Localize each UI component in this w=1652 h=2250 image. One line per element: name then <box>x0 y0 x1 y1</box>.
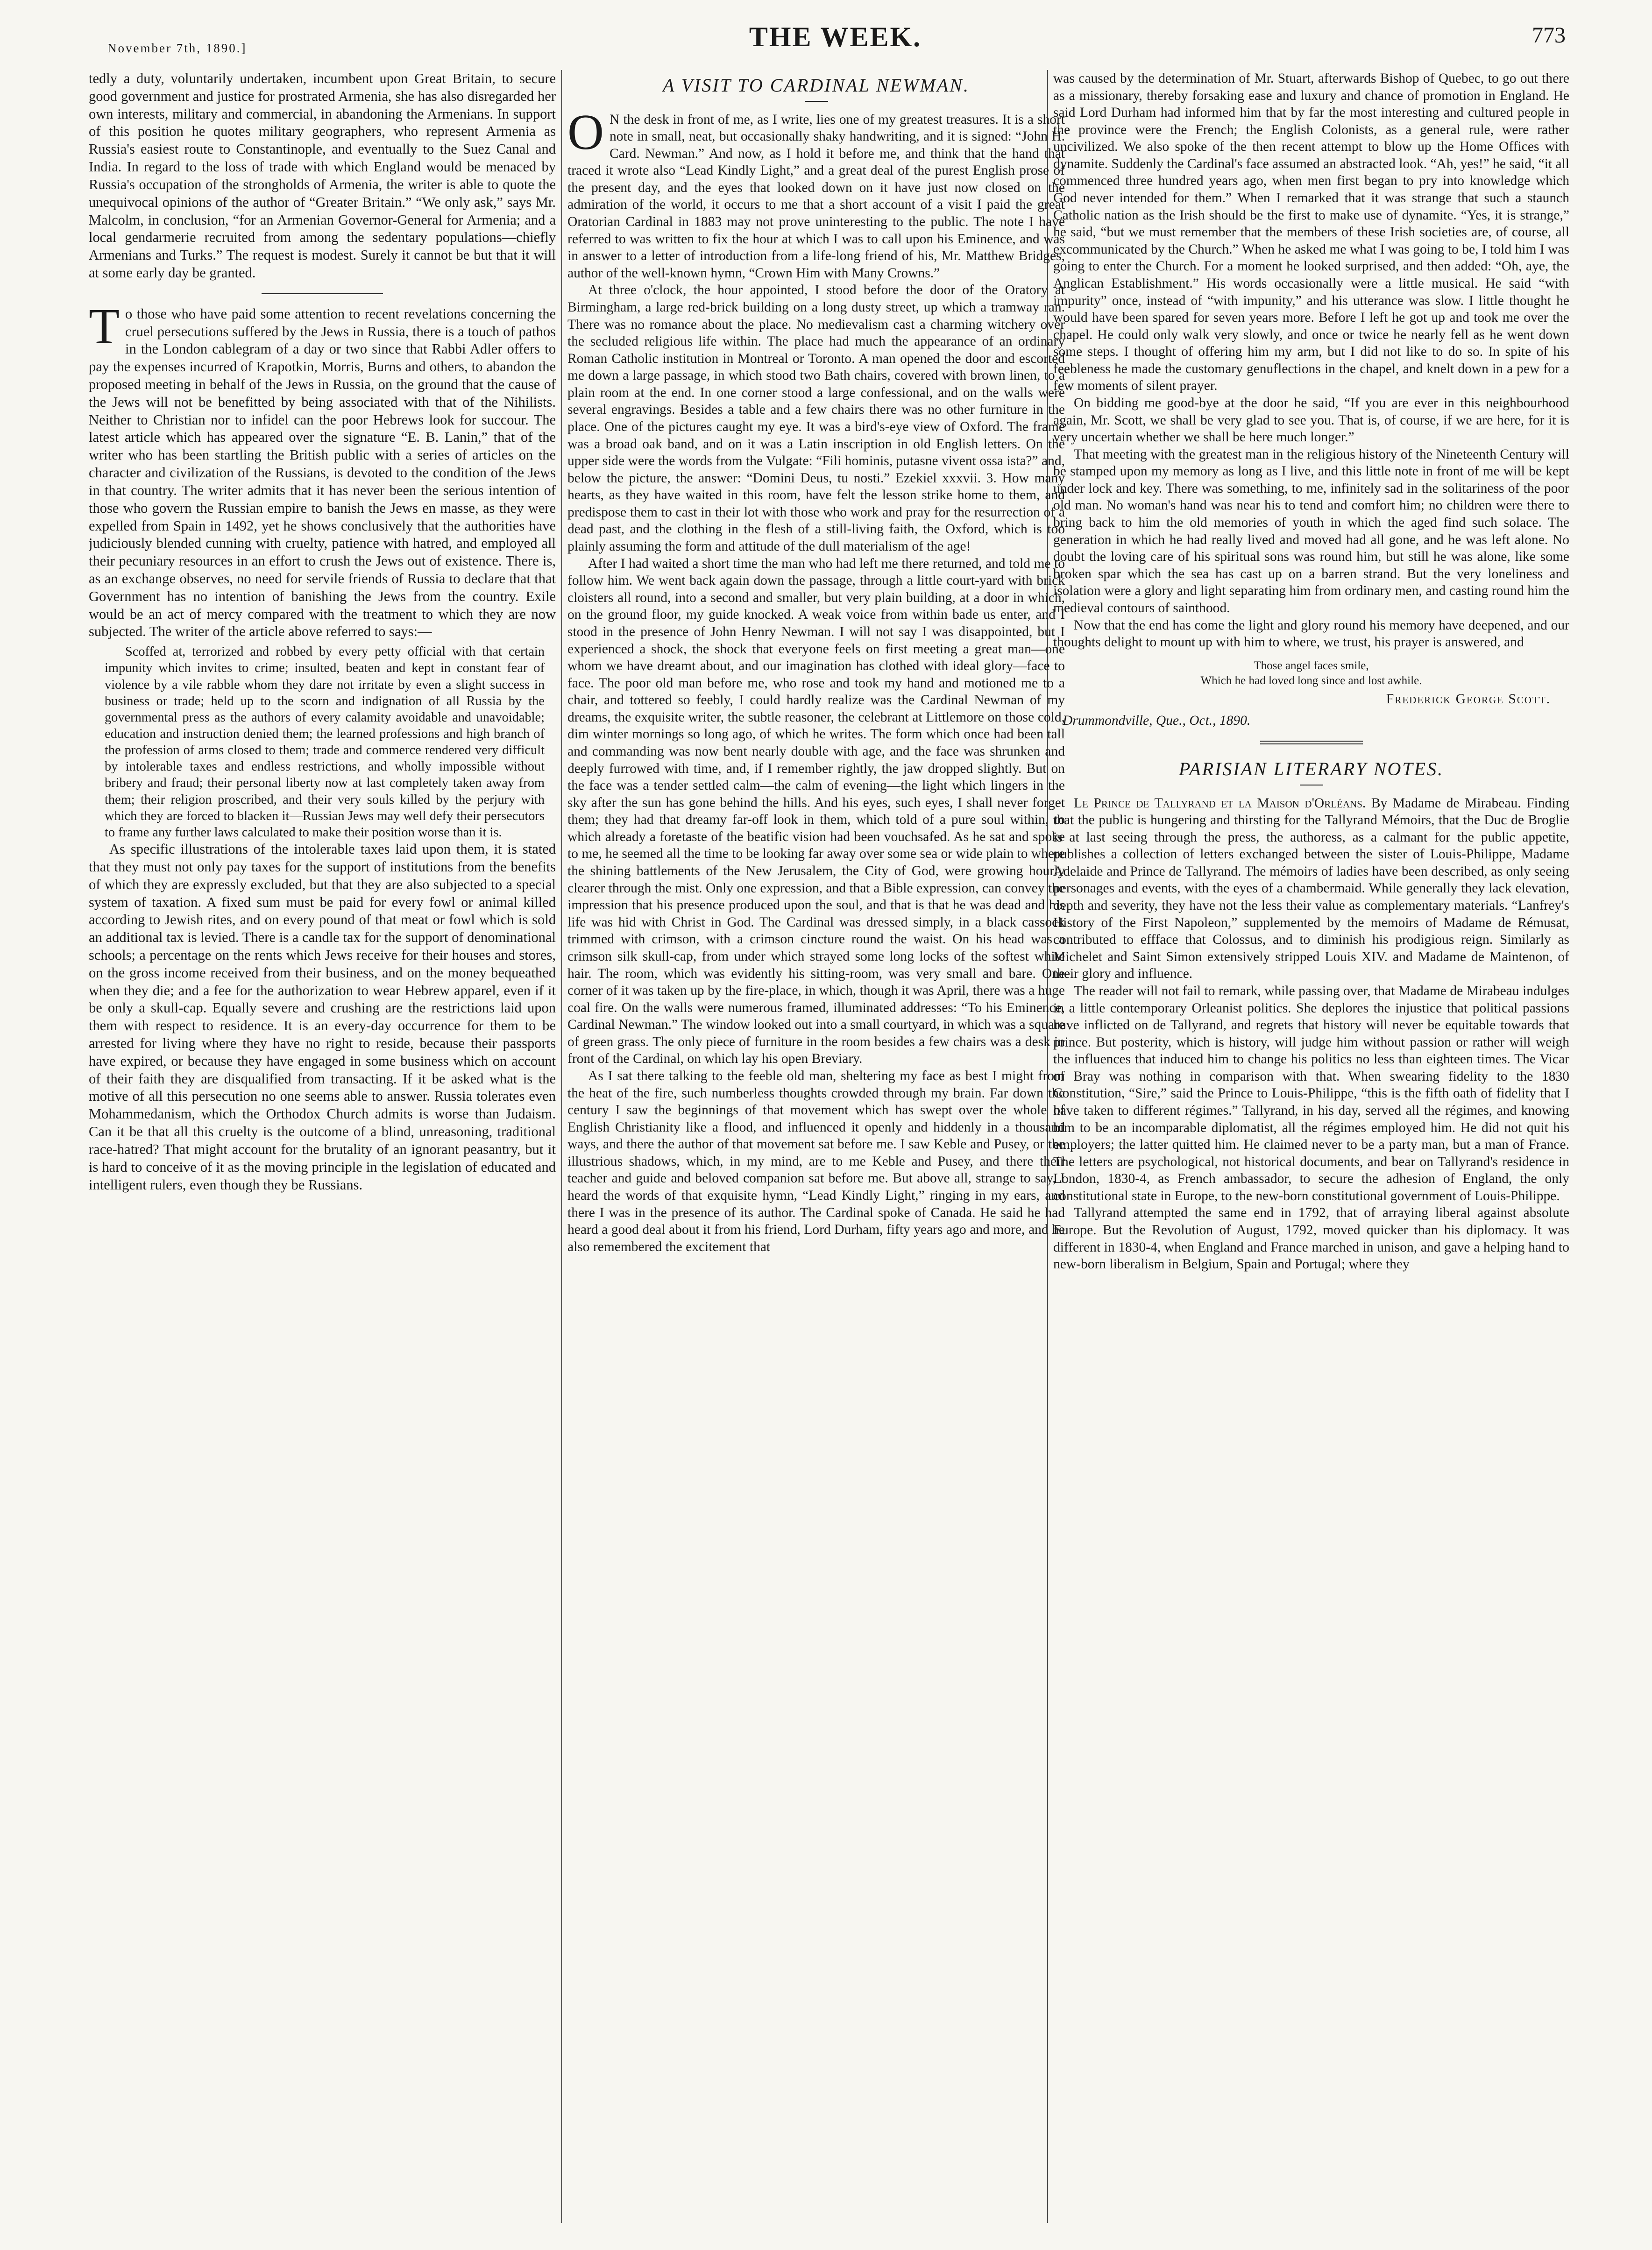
article-title-parisian: PARISIAN LITERARY NOTES. <box>1178 758 1444 779</box>
poem-line: Which he had loved long since and lost awhile. <box>1200 674 1422 687</box>
book-title: Le Prince de Tallyrand et la Maison d'Orléans. <box>1074 795 1366 811</box>
poem-line: Those angel faces smile, <box>1254 659 1369 672</box>
newman-paragraph-2: At three o'clock, the hour appointed, I stood before the door of the Oratory at Birmingham, a large red-brick building on a long dusty street, up which a tramway ran. There was no romance about the place. No medievalism cast a charming witchery over the secluded religious life within. The place had much the appearance of an ordinary Roman Catholic institution in Montreal or Toronto. A man opened the door and escorted me down a large passage, in which stood two Bath chairs, covered with brown linen, to a plain room at the end. In one corner stood a large confessional, and on the walls were several engravings. Besides a table and a few chairs there was no other furniture in the place. One of the pictures caught my eye. It was a bird's-eye view of Oxford. The frame was a broad oak band, and on it was a Latin inscription in old English letters. On the upper side were the words from the Vulgate: “Fili hominis, putasne vivent ossa ista?” and, below the picture, the answer: “Domini Deus, tu nosti.” Ezekiel xxxvii. 3. How many hearts, as they have waited in this room, have felt the lesson strike home to them, and predispose them to cast in their lot with those who work and pray for the resurrection of a dead past, and the clothing in the flesh of a still-living faith, the Oxford, which is too plainly assuming the form and attitude of the dull materialism of the age! <box>567 283 1065 554</box>
dateline: Drummondville, Que., Oct., 1890. <box>1063 713 1251 729</box>
author-signature: Frederick George Scott. <box>1386 691 1551 707</box>
parisian-paragraph-3: Tallyrand attempted the same end in 1792, that of arraying liberal against absolute Europe. But the Revolution of August, 1792, moved quicker than his diplomacy. It was different in 1830-4, when England and France marched in unison, and gave a helping hand to new-born liberalism in Belgium, Spain and Portugal; where they <box>1053 1205 1569 1272</box>
jews-paragraph-text: o those who have paid some attention to recent revelations concerning the cruel persecutions suffered by the Jews in Russia, there is a touch of pathos in the London cablegram of a day or two since that Rabbi Adler offers to pay the expenses incurred of Krapotkin, Morris, Burns and others, to abandon the proposed meeting in behalf of the Jews in Russia, on the ground that the cause of the Jews will not be benefitted by being associated with that of the Nihilists. Neither to Christian nor to infidel can the poor Hebrews look for succour. The latest article which has appeared over the signature “E. B. Lanin,” that of the writer who has been startling the British public with a series of articles on the character and civilization of the Russians, is devoted to the condition of the Jews in that country. The writer admits that it has never been the serious intention of those who govern the Russian empire to banish the Jews en masse, as they were expelled from Spain in 1492, yet he shows conclusively that the authorities have judiciously blended cunning with cruelty, patience with hatred, and employed all their pecuniary resources in an effort to crush the Jews out of existence. There is, as an exchange observes, no need for servile friends of Russia to declare that that Government has no intention of banishing the Jews from the country. Exile would be an act of mercy compared with the treatment to which they are now subjected. The writer of the article above referred to says:— <box>89 305 556 640</box>
page-header <box>93 19 1577 65</box>
poem-quotation <box>1053 658 1569 689</box>
parisian-paragraph-1-text: By Madame de Mirabeau. Finding that the public is hungering and thirsting for the Tallyrand Mémoirs, that the Duc de Broglie is at last seeing through the press, the authoress, as a calmant for the public appetite, publishes a collection of letters exchanged between the sister of Louis-Philippe, Madame Adelaide and Prince de Tallyrand. The mémoirs of ladies have been described, as only seeing personages and events, with the eyes of a chambermaid. While generally they lack elevation, depth and severity, they have not the less their value as complementary materials. “Lanfrey's History of the First Napoleon,” supplemented by the memoirs of Madame de Rémusat, contributed to effface that Colossus, and to diminish his prodigious reign. Similarly as Michelet and Saint Simon extensively stripped Louis XIV. and Madame de Maintenon, of their glory and influence. <box>1053 795 1569 982</box>
column-middle <box>567 70 1065 2237</box>
newman-paragraph-3: After I had waited a short time the man who had left me there returned, and told me to follow him. We went back again down the passage, through a little court-yard with brick cloisters all round, into a second and smaller, but very plain building, at a door in which, on the ground floor, my guide knocked. A weak voice from within bade us enter, and I stood in the presence of John Henry Newman. I will not say I was disappointed, but I experienced a shock, the shock that everyone feels on first meeting a great man—one whom we have dreamt about, and our imagination has clothed with ideal glory—face to face. The poor old man before me, who rose and took my hand and motioned me to a chair, and tottered so feebly, I could hardly realize was the Cardinal Newman of my dreams, the exquisite writer, the subtle reasoner, the celebrant at Littlemore on those cold, dim winter mornings so long ago, of which he writes. The form which once had been tall and commanding was now bent nearly double with age, and the face was shrunken and deeply furrowed with time, and, if I remember rightly, the jaw dropped slightly. But on the face was a tender settled calm—the calm of evening—the light which lingers in the sky after the sun has gone behind the hills. And his eyes, such eyes, I shall never forget them; they had that dreamy far-off look in them, which told of a pure soul within, to which already a foretaste of the beatific vision had been vouchsafed. As he sat and spoke to me, he seemed all the time to be looking far away over some sea or wide plain to where the shining battlements of the New Jerusalem, the City of God, were growing hourly clearer through the mist. Only one expression, and that a Bible expression, can convey the impression that his presence produced upon the soul, and that is that he was dead and his life was hid with Christ in God. The Cardinal was dressed simply, in a black cassock trimmed with crimson, with a crimson cincture round the waist. On his head was a crimson silk skull-cap, from under which strayed some long locks of the softest white hair. The room, which was evidently his sitting-room, was very small and bare. One corner of it was taken up by the fire-place, in which, though it was April, there was a huge coal fire. On the walls were numerous framed, illuminated addresses: “To his Eminence, Cardinal Newman.” The window looked out into a small courtyard, in which was a square of green grass. The only piece of furniture in the room besides a few chairs was a desk in front of the Cardinal, on which lay his open Breviary. <box>567 556 1065 1067</box>
newman-paragraph-1-text: N the desk in front of me, as I write, lies one of my greatest treasures. It is a short note in small, neat, but occasionally shaky handwriting, and it is signed: “John H. Card. Newman.” And now, as I hold it before me, and think that the hand that traced it wrote also “Lead Kindly Light,” and a great deal of the purest English prose of the present day, and the eyes that looked down on it have just now closed on the admiration of the world, it occurs to me that a short account of a visit I paid the great Oratorian Cardinal in 1883 may not prove uninteresting to the public. The note I have referred to was written to fix the hour at which I was to call upon his Eminence, and was in answer to a letter of introduction from a life-long friend of his, Mr. Matthew Bridges, author of the well-known hymn, “Crown Him with Many Crowns.” <box>567 112 1065 281</box>
section-divider <box>1260 741 1363 742</box>
column-right <box>1053 70 1569 2237</box>
masthead-title: THE WEEK. <box>749 21 922 52</box>
section-divider <box>262 293 383 294</box>
lanin-quotation: Scoffed at, terrorized and robbed by every petty official with that certain impunity which invites to crime; insulted, beaten and kept in constant fear of violence by a vile rabble whom they dare not irritate by even a slight success in business or trade; held up to the scorn and indignation of all Russia by the governmental press as the authors of every calamity avoidable and unavoidable; education and instruction denied them; the learned professions and high branch of the profession of arms closed to them; trade and commerce rendered very difficult by intolerable taxes and endless restrictions, and wholly impossible without bribery and fraud; their personal liberty now at last completely taken away from them; their religion proscribed, and their very souls killed by the perjury with which they are forced to blacken it—Russian Jews may well defy their persecutors to frame any further laws calculated to make their position worse than it is. <box>105 644 545 840</box>
newman-paragraph-7: That meeting with the greatest man in the religious history of the Nineteenth Century will be stamped upon my memory as long as I live, and this little note in front of me will be kept under lock and key. There was something, to me, infinitely sad in the solitariness of the poor old man. No woman's hand was near his to tend and comfort him; no children were there to bring back to him the old memories of youth in which the aged find such solace. The generation in which he had really lived and moved had all gone, and he was left alone. No doubt the loving care of his spiritual sons was round him, but still he was alone, like some broken spar which the sea has cast up on a barren strand. But the very loneliness and isolation were a glory and light separating him from ordinary men, and casting round him the medieval contours of sainthood. <box>1053 446 1569 616</box>
parisian-paragraph-2: The reader will not fail to remark, while passing over, that Madame de Mirabeau indulges in a little contemporary Orleanist politics. She deplores the injustice that political passions have inflicted on de Tallyrand, and regrets that history will never be equitable towards that prince. But posterity, which is history, will judge him without passion or rather will weigh the influences that induced him to change his politics no less than eighteen times. The Vicar of Bray was nothing in comparison with that. When swearing fidelity to the 1830 Constitution, “Sire,” said the Prince to Louis-Philippe, “this is the fifth oath of fidelity that I have taken to different régimes.” Tallyrand, in his day, served all the régimes, and knowing him to be an incomparable diplomatist, all the régimes employed him. He did not quit his employers; the latter quitted him. He claimed never to be a party man, but a man of France. The letters are psychological, not historical documents, and bear on Tallyrand's residence in London, 1830-4, as French ambassador, to secure the adhesion of England, the only constitutional state in Europe, to the new-born constitutional government of Louis-Philippe. <box>1053 983 1569 1203</box>
page-number: 773 <box>1532 23 1566 48</box>
newman-paragraph-8: Now that the end has come the light and glory round his memory have deepened, and our thoughts delight to mount up with him to where, we trust, his prayer is answered, and <box>1053 617 1569 650</box>
newman-paragraph-1 <box>567 104 1065 282</box>
jews-paragraph-intro <box>89 298 556 641</box>
parisian-paragraph-1 <box>1053 795 1569 983</box>
issue-date: November 7th, 1890.] <box>107 41 247 55</box>
article-title-newman: A VISIT TO CARDINAL NEWMAN. <box>663 75 970 96</box>
newman-paragraph-4: As I sat there talking to the feeble old man, sheltering my face as best I might from the heat of the fire, such numberless thoughts crowded through my brain. Far down the century I saw the beginnings of that movement which has swept over the whole of English Christianity like a flood, and influenced it openly and hiddenly in a thousand ways, and there the author of that movement sat before me. I saw Keble and Pusey, or the illustrious shadows, which, in my mind, are to me Keble and Pusey, and there their teacher and guide and beloved companion sat before me. But above all, strange to say, I heard the words of that exquisite hymn, “Lead Kindly Light,” ringing in my ears, and there I was in the presence of its author. The Cardinal spoke of Canada. He said he had heard a good deal about it from his friend, Lord Durham, fifty years ago and more, and he also remembered the excitement that <box>567 1068 1065 1254</box>
column-left <box>89 70 556 2237</box>
drop-cap: T <box>89 298 120 354</box>
drop-cap: O <box>567 104 604 160</box>
armenia-paragraph: tedly a duty, voluntarily undertaken, incumbent upon Great Britain, to secure good government and justice for prostrated Armenia, she has also disregarded her own interests, military and commercial, in abandoning the Armenians. In support of this position he quotes military geographers, who represent Armenia as Russia's easiest route to Constantinople, and eventually to the Suez Canal and India. In regard to the loss of trade with which England would be menaced by Russia's occupation of the strongholds of Armenia, the writer is able to quote the unequivocal opinions of the author of “Greater Britain.” “We only ask,” says Mr. Malcolm, in conclusion, “for an Armenian Governor-General for Armenia; and a local gendarmerie recruited from among the sedentary populations—chiefly Armenians and Turks.” The request is modest. Surely it cannot be but that it will at some early day be granted. <box>89 71 556 281</box>
title-rule <box>805 101 828 102</box>
column-rule <box>561 70 562 2223</box>
jews-paragraph-taxes: As specific illustrations of the intolerable taxes laid upon them, it is stated that they must not only pay taxes for the support of institutions from the benefits of which they are expressly excluded, but that they are also subjected to a special system of taxation. A fixed sum must be paid for every fowl or animal killed according to Jewish rites, and on every pound of that meat or fowl which is sold an additional tax is levied. There is a candle tax for the support of denominational schools; a percentage on the rents which Jews receive for their houses and stores, on the gross income received from their business, and on the money bequeathed when they die; and a fee for the authorization to wear Hebrew apparel, even if it be only a skull-cap. Equally severe and crushing are the restrictions laid upon them with respect to residence. It is an every-day occurrence for them to be arrested for living where they have no right to reside, because their passports have expired, or because they have engaged in some business which on account of their faith they are disqualified from transacting. If it be asked what is the motive of all this persecution no one seems able to answer. Russia tolerates even Mohammedanism, which the Orthodox Church admits is worse than Judaism. Can it be that all this cruelty is the outcome of a blind, unreasoning, traditional race-hatred? That might account for the brutality of an ignorant peasantry, but it is hard to conceive of it as the moving principle in the legislation of educated and intelligent rulers, even though they be Russians. <box>89 841 556 1193</box>
newman-paragraph-5: was caused by the determination of Mr. Stuart, afterwards Bishop of Quebec, to go out there as a missionary, thereby forsaking ease and luxury and chance of promotion in England. He said Lord Durham had informed him that by far the most interesting and cultured people in the province were the French; the English Colonists, as a general rule, were rather uncivilized. We also spoke of the then recent attempt to blow up the Home Offices with dynamite. Suddenly the Cardinal's face assumed an abstracted look. “Ah, yes!” he said, “it all commenced three hundred years ago, when men first began to pry into knowledge which God never intended for them.” When I remarked that it was strange that such a staunch Catholic nation as the Irish should be the first to make use of dynamite. “Yes, it is strange,” he said, “but we must remember that the members of these Irish societies are, of course, all excommunicated by the Church.” When he asked me what I was going to be, I told him I was going to enter the Church. For a moment he looked surprised, and then added: “Oh, aye, the Anglican Establishment.” His words occasionally were a little musical. He said “with impurity” once, instead of “with impunity,” and his utterance was slow. I little thought he would have been spared for seven years more. Before I left he got up and took me over the chapel. He could only walk very slowly, and once or twice he nearly fell as he went down some steps. I thought of offering him my arm, but I did not like to do so. In spite of his feebleness he made the customary genuflections in the chapel, and knelt down in a pew for a few moments of silent prayer. <box>1053 71 1569 394</box>
newman-paragraph-6: On bidding me good-bye at the door he said, “If you are ever in this neighbourhood again, Mr. Scott, we shall be very glad to see you. That is, of course, if we are here, for it is very uncertain whether we shall be here much longer.” <box>1053 395 1569 445</box>
